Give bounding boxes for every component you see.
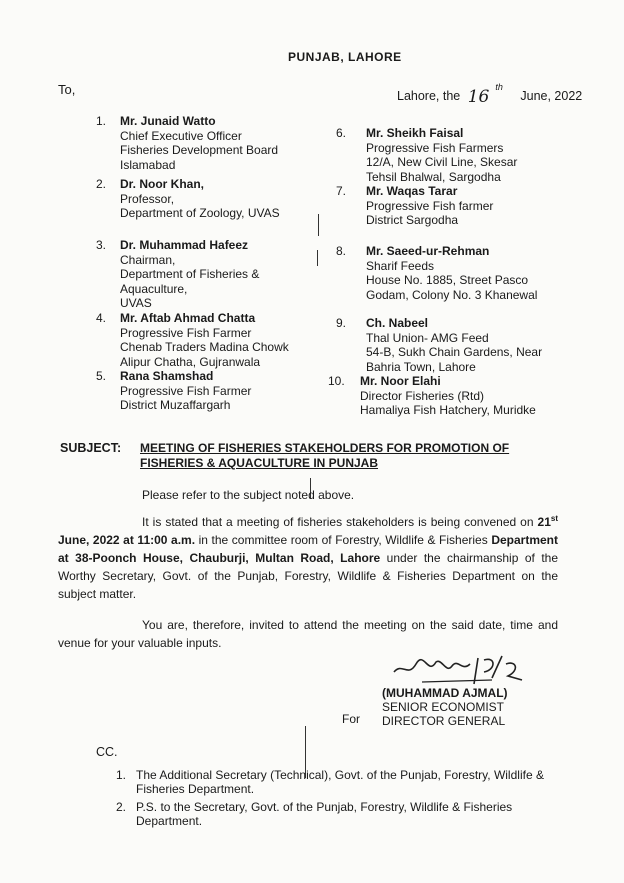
pen-mark bbox=[318, 214, 319, 236]
letterhead-city: PUNJAB, LAHORE bbox=[288, 50, 402, 64]
to-label: To, bbox=[58, 82, 76, 97]
letter-date bbox=[397, 82, 583, 107]
date-day: 16 bbox=[467, 87, 490, 107]
body-paragraph-2: It is stated that a meeting of fisheries stakeholders is being convened on 21st June, 2022 at 11:00 a.m. in the committee room of Forestry, Wildlife & Fisheries Department at 38-Poonch House, Chauburji, Multan Road, Lahore under the chairmanship of the Worthy Secretary, Govt. of the Punjab, Forestry, Wildlife & Fisheries Department on the subject matter. bbox=[58, 514, 558, 601]
for-label: For bbox=[342, 712, 360, 726]
date-prefix: Lahore, the bbox=[397, 89, 461, 103]
date-suffix: th bbox=[495, 82, 503, 92]
pen-mark bbox=[317, 250, 318, 266]
subject-text: MEETING OF FISHERIES STAKEHOLDERS FOR PROMOTION OF FISHERIES & AQUACULTURE IN PUNJAB bbox=[140, 441, 510, 470]
subject-label: SUBJECT: bbox=[60, 441, 122, 455]
date-month-year: June, 2022 bbox=[520, 89, 583, 103]
body-paragraph-1: Please refer to the subject noted above. bbox=[142, 488, 355, 502]
letter-page: PUNJAB, LAHORE To, Lahore, the 16 $^{th}$ June, 2022 1. Mr. Junaid Watto Chief Executive Officer Fisheries Development Board Islamabad 2. Dr. Noor Khan, Professor, Department of Zoology, UVAS 3. Dr. Muhammad Hafeez Chairman, Department of Fisheries & Aquaculture, UVAS 4. Mr. Aftab Ahmad Chatta Progressive Fish Farmer Chenab Traders Madina Chowk Alipur Chatha, Gujranwala 5. Rana Shamshad Progressive Fish Farmer District Muzaffargarh 6. Mr. Sheikh Faisal Progressive Fish Farmers 12/A, New Civil Line, Skesar Tehsil Bhalwal, Sargodha 7. Mr. Waqas Tarar Progressive Fish farmer District Sargodha 8. Mr. Saeed-ur-Rehman Sharif Feeds House No. 1885, Street Pasco Godam, Colony No. 3 Khanewal 9. Ch. Nabeel Thal Union- AMG Feed 54-B, Sukh Chain Gardens, Near Bahria Town, Lahore 10. Mr. Noor Elahi Director Fisheries (Rtd) Hamaliya Fish Hatchery, Muridke SUBJECT: MEETING OF FISHERIES STAKEHOLDERS FOR PROMOTION OF FISHERIES & AQUACULTURE IN PUNJAB Please refer to the subject noted above. It is stated that a meeting of fisheries stakeholders is being convened on 21st June, 2022 at 11:00 a.m. in the committee room of Forestry, Wildlife & Fisheries Department at 38-Poonch House, Chauburji, Multan Road, Lahore under the chairmanship of the Worthy Secretary, Govt. of the Punjab, Forestry, Wildlife & Fisheries Department on the subject matter. You are, therefore, invited to attend the meeting on the said date, time and venue for your valuable inputs. (MUHAMMAD AJMAL) SENIOR ECONOMIST DIRECTOR GENERAL For CC. 1. The Additional Secretary (Technical), Govt. of the Punjab, Forestry, Wildlife & Fisheries Department. 2. P.S. to the Secretary, Govt. of the Punjab, Forestry, Wildlife & Fisheries Department. bbox=[58, 50, 583, 828]
cc-label: CC. bbox=[96, 745, 118, 759]
signatory-designation: SENIOR ECONOMIST DIRECTOR GENERAL bbox=[382, 700, 506, 728]
signatory-name: (MUHAMMAD AJMAL) bbox=[382, 686, 508, 700]
body-paragraph-3: You are, therefore, invited to attend the meeting on the said date, time and venue for your valuable inputs. bbox=[58, 618, 558, 650]
